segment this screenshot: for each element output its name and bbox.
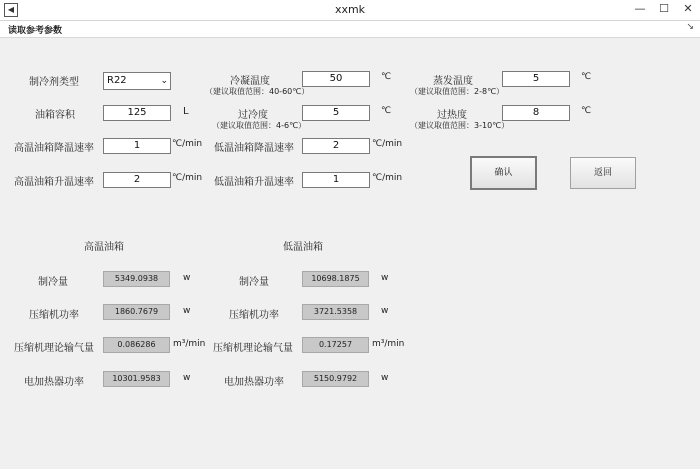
cold-displacement-unit: m³/min — [372, 339, 405, 349]
maximize-icon[interactable]: ☐ — [659, 2, 669, 15]
evap-temp-unit: ℃ — [581, 72, 592, 82]
hot-tank-heating-rate-label: 高温油箱升温速率 — [14, 177, 94, 188]
condense-temp-hint: （建议取值范围：40-60℃） — [205, 87, 310, 96]
hot-displacement-unit: m³/min — [173, 339, 206, 349]
hot-cooling-capacity-label: 制冷量 — [38, 277, 68, 288]
condense-temp-input[interactable]: 50 — [302, 71, 370, 87]
back-button[interactable]: 返回 — [570, 157, 636, 189]
hot-tank-cooling-rate-unit: ℃/min — [172, 139, 203, 149]
refrigerant-select[interactable] — [103, 72, 171, 90]
subcool-label: 过冷度 — [238, 110, 268, 121]
tank-volume-label: 油箱容积 — [35, 110, 75, 121]
cold-cooling-capacity-value: 10698.1875 — [302, 271, 369, 287]
menu-overflow-icon[interactable]: ↘ — [686, 22, 694, 32]
app-icon: ◀ — [4, 3, 18, 17]
title-bar — [0, 0, 700, 21]
hot-compressor-power-unit: w — [183, 306, 191, 316]
refrigerant-value: R22 — [107, 75, 127, 86]
hot-cooling-capacity-value: 5349.0938 — [103, 271, 170, 287]
cold-cooling-capacity-unit: w — [381, 273, 389, 283]
hot-tank-heating-rate-input[interactable]: 2 — [103, 172, 171, 188]
hot-compressor-power-label: 压缩机功率 — [29, 310, 79, 321]
cold-compressor-power-value: 3721.5358 — [302, 304, 369, 320]
cold-displacement-value: 0.17257 — [302, 337, 369, 353]
cold-tank-heating-rate-unit: ℃/min — [372, 173, 403, 183]
cold-tank-heating-rate-input[interactable]: 1 — [302, 172, 370, 188]
hot-tank-cooling-rate-label: 高温油箱降温速率 — [14, 143, 94, 154]
minimize-icon[interactable]: — — [634, 2, 646, 15]
hot-heater-power-unit: w — [183, 373, 191, 383]
superheat-label: 过热度 — [437, 110, 467, 121]
refrigerant-label: 制冷剂类型 — [29, 77, 79, 88]
hot-heater-power-label: 电加热器功率 — [24, 377, 84, 388]
superheat-hint: （建议取值范围：3-10℃） — [410, 121, 510, 130]
cold-compressor-power-unit: w — [381, 306, 389, 316]
cold-displacement-label: 压缩机理论输气量 — [213, 343, 293, 354]
cold-heater-power-label: 电加热器功率 — [224, 377, 284, 388]
subcool-hint: （建议取值范围：4-6℃） — [212, 121, 307, 130]
superheat-unit: ℃ — [581, 106, 592, 116]
tank-volume-input[interactable]: 125 — [103, 105, 171, 121]
evap-temp-input[interactable]: 5 — [502, 71, 570, 87]
confirm-button[interactable]: 确认 — [470, 156, 537, 190]
cold-compressor-power-label: 压缩机功率 — [229, 310, 279, 321]
hot-cooling-capacity-unit: w — [183, 273, 191, 283]
superheat-input[interactable]: 8 — [502, 105, 570, 121]
window-title: xxmk — [334, 3, 366, 16]
subcool-input[interactable]: 5 — [302, 105, 370, 121]
hot-displacement-value: 0.086286 — [103, 337, 170, 353]
cold-tank-title: 低温油箱 — [283, 242, 323, 253]
tank-volume-unit: L — [183, 106, 189, 117]
hot-displacement-label: 压缩机理论输气量 — [14, 343, 94, 354]
hot-tank-cooling-rate-input[interactable]: 1 — [103, 138, 171, 154]
hot-compressor-power-value: 1860.7679 — [103, 304, 170, 320]
menu-read-reference-params[interactable]: 读取参考参数 — [8, 26, 63, 36]
cold-heater-power-unit: w — [381, 373, 389, 383]
hot-heater-power-value: 10301.9583 — [103, 371, 170, 387]
close-icon[interactable]: ✕ — [683, 2, 693, 15]
condense-temp-unit: ℃ — [381, 72, 392, 82]
hot-tank-title: 高温油箱 — [84, 242, 124, 253]
evap-temp-hint: （建议取值范围：2-8℃） — [410, 87, 505, 96]
cold-tank-cooling-rate-input[interactable]: 2 — [302, 138, 370, 154]
condense-temp-label: 冷凝温度 — [230, 76, 270, 87]
cold-tank-cooling-rate-label: 低温油箱降温速率 — [214, 143, 294, 154]
cold-cooling-capacity-label: 制冷量 — [239, 277, 269, 288]
subcool-unit: ℃ — [381, 106, 392, 116]
chevron-down-icon: ⌄ — [160, 76, 168, 86]
evap-temp-label: 蒸发温度 — [433, 76, 473, 87]
cold-heater-power-value: 5150.9792 — [302, 371, 369, 387]
menu-bar — [0, 21, 700, 38]
cold-tank-cooling-rate-unit: ℃/min — [372, 139, 403, 149]
cold-tank-heating-rate-label: 低温油箱升温速率 — [214, 177, 294, 188]
hot-tank-heating-rate-unit: ℃/min — [172, 173, 203, 183]
